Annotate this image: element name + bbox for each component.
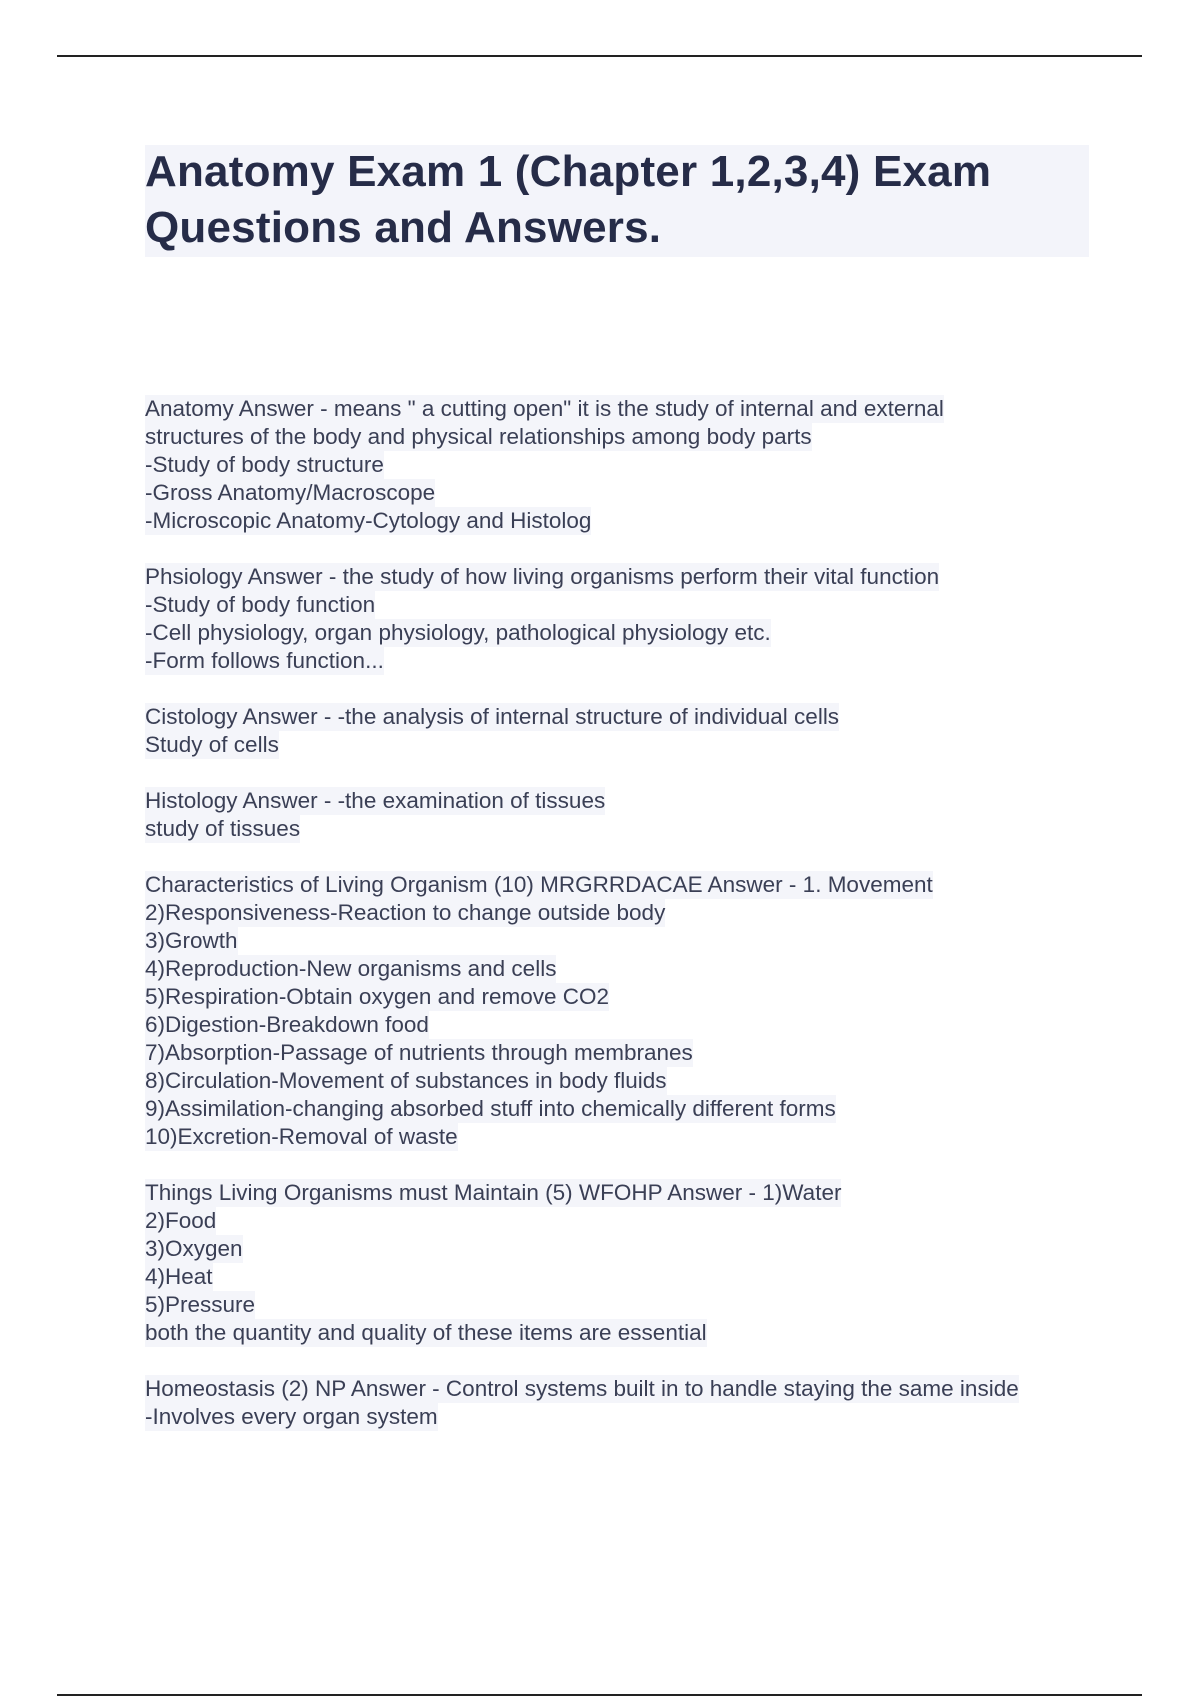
qa-line: 5)Pressure bbox=[145, 1292, 256, 1317]
qa-line: Characteristics of Living Organism (10) MRGRRDACAE Answer - 1. Movement bbox=[145, 872, 933, 897]
qa-line: 4)Heat bbox=[145, 1264, 213, 1289]
qa-line: -Microscopic Anatomy-Cytology and Histolog bbox=[145, 508, 592, 533]
qa-line: 3)Growth bbox=[145, 928, 238, 953]
qa-entry bbox=[145, 395, 1105, 535]
qa-entry bbox=[145, 1375, 1105, 1431]
qa-line: Histology Answer - -the examination of tissues bbox=[145, 788, 606, 813]
qa-line: 2)Food bbox=[145, 1208, 217, 1233]
qa-line: structures of the body and physical relationships among body parts bbox=[145, 424, 812, 449]
document-title: Anatomy Exam 1 (Chapter 1,2,3,4) Exam Questions and Answers. bbox=[145, 147, 992, 252]
qa-entry bbox=[145, 1179, 1105, 1347]
qa-entry bbox=[145, 871, 1105, 1151]
qa-line: 2)Responsiveness-Reaction to change outside body bbox=[145, 900, 666, 925]
qa-entry bbox=[145, 563, 1105, 675]
qa-line: 8)Circulation-Movement of substances in body fluids bbox=[145, 1068, 667, 1093]
qa-line: both the quantity and quality of these items are essential bbox=[145, 1320, 707, 1345]
qa-line: Phsiology Answer - the study of how living organisms perform their vital function bbox=[145, 564, 940, 589]
qa-line: 9)Assimilation-changing absorbed stuff into chemically different forms bbox=[145, 1096, 836, 1121]
qa-entry bbox=[145, 787, 1105, 843]
qa-line: 4)Reproduction-New organisms and cells bbox=[145, 956, 557, 981]
qa-line: Things Living Organisms must Maintain (5) WFOHP Answer - 1)Water bbox=[145, 1180, 842, 1205]
qa-line: Cistology Answer - -the analysis of internal structure of individual cells bbox=[145, 704, 840, 729]
bottom-rule bbox=[57, 1694, 1142, 1696]
qa-list bbox=[145, 395, 1105, 1459]
qa-line: Study of cells bbox=[145, 732, 279, 757]
qa-line: -Form follows function... bbox=[145, 648, 384, 673]
qa-line: 6)Digestion-Breakdown food bbox=[145, 1012, 429, 1037]
qa-line: -Gross Anatomy/Macroscope bbox=[145, 480, 436, 505]
qa-line: 10)Excretion-Removal of waste bbox=[145, 1124, 458, 1149]
qa-line: 3)Oxygen bbox=[145, 1236, 243, 1261]
qa-line: -Study of body structure bbox=[145, 452, 384, 477]
qa-line: -Involves every organ system bbox=[145, 1404, 438, 1429]
qa-line: Anatomy Answer - means " a cutting open" it is the study of internal and external bbox=[145, 396, 944, 421]
qa-line: -Study of body function bbox=[145, 592, 376, 617]
qa-entry bbox=[145, 703, 1105, 759]
qa-line: 5)Respiration-Obtain oxygen and remove CO2 bbox=[145, 984, 609, 1009]
qa-line: -Cell physiology, organ physiology, pathological physiology etc. bbox=[145, 620, 771, 645]
qa-line: 7)Absorption-Passage of nutrients through membranes bbox=[145, 1040, 693, 1065]
qa-line: Homeostasis (2) NP Answer - Control systems built in to handle staying the same inside bbox=[145, 1376, 1019, 1401]
qa-line: study of tissues bbox=[145, 816, 301, 841]
top-rule bbox=[57, 55, 1142, 57]
